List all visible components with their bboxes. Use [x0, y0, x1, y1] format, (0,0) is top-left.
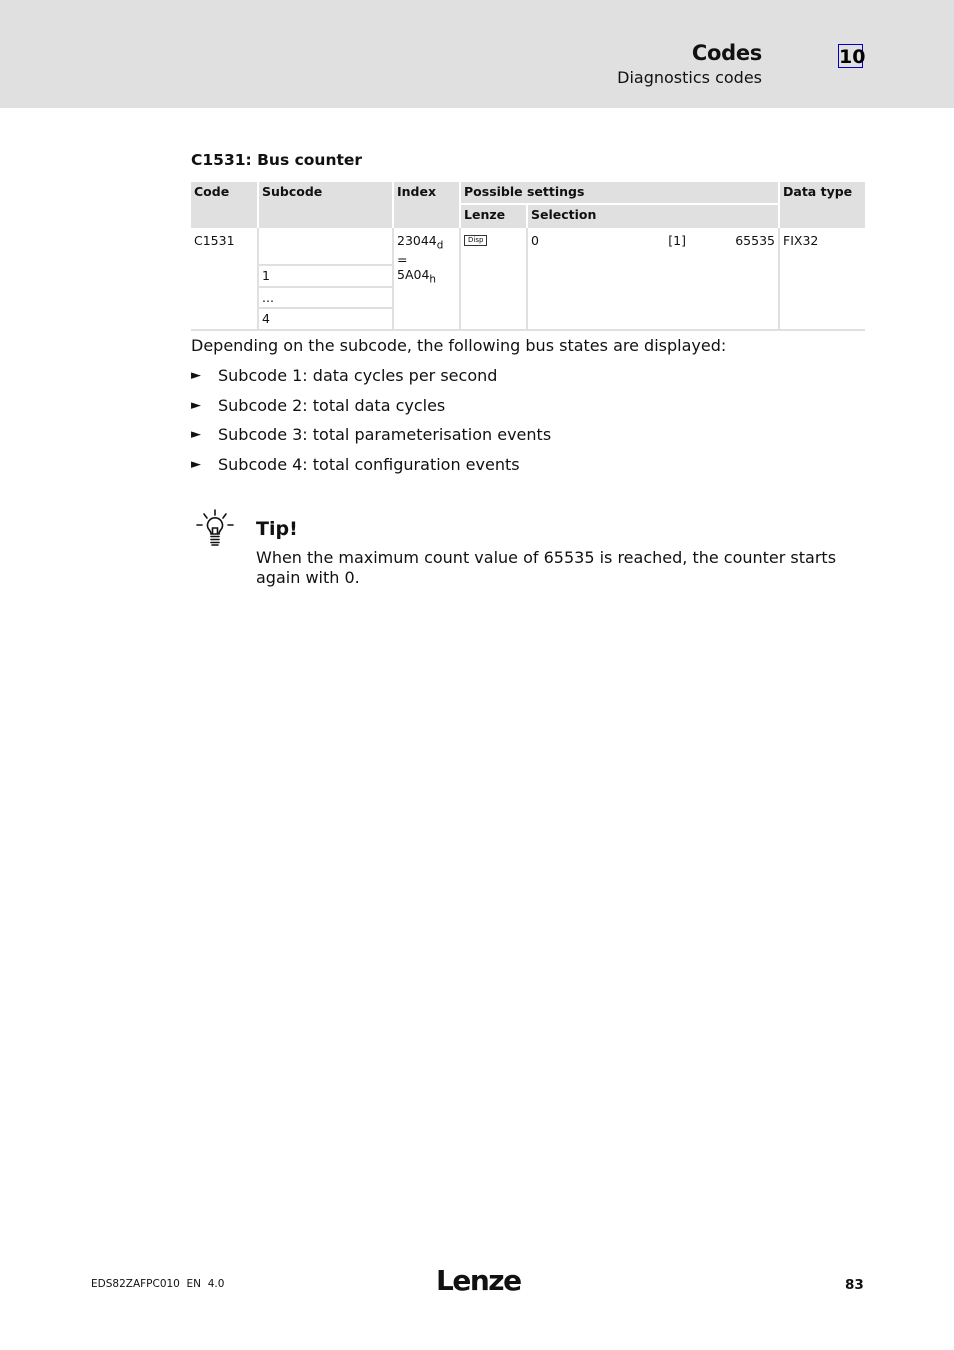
bullet-icon: ► [191, 397, 201, 413]
list-item [191, 366, 551, 396]
bullet-icon: ► [191, 427, 201, 443]
selection-step: [1] [668, 233, 686, 248]
cell-subcode: 1 [259, 266, 394, 288]
tip-title: Tip! [256, 518, 298, 540]
intro-text: Depending on the subcode, the following bus states are displayed: [191, 336, 727, 355]
bullet-icon: ► [191, 368, 201, 383]
selection-max: 65535 [735, 233, 775, 248]
list-item-text: Subcode 2: total data cycles [218, 395, 446, 415]
header-lenze: Lenze [461, 205, 528, 228]
header-index: Index [394, 182, 461, 228]
tip-text: When the maximum count value of 65535 is reached, the counter starts again with 0. [256, 548, 837, 587]
document-id: EDS82ZAFPC010 EN 4.0 [91, 1278, 225, 1290]
chapter-number-link[interactable]: 10 [839, 46, 866, 68]
lenze-logo: Lenze [436, 1264, 521, 1297]
list-item [191, 425, 551, 455]
index-hex-suffix: h [429, 273, 437, 285]
cell-code: C1531 [191, 228, 259, 331]
index-hex: 5A04 [397, 266, 430, 282]
header-selection: Selection [528, 205, 780, 228]
cell-data-type: FIX32 [780, 228, 865, 331]
cell-lenze [461, 228, 528, 331]
index-decimal-suffix: d [436, 239, 444, 252]
cell-subcode: 4 [259, 309, 394, 331]
display-icon: Disp [464, 235, 487, 246]
code-table [191, 182, 865, 331]
cell-subcode: ... [259, 288, 394, 309]
section-heading: C1531: Bus counter [191, 151, 363, 169]
lightbulb-icon [196, 508, 236, 548]
header-band [0, 0, 954, 108]
header-possible-settings: Possible settings [461, 182, 780, 205]
index-decimal: 23044 [397, 233, 437, 248]
list-item [191, 396, 551, 426]
table-row [191, 228, 865, 266]
index-equals: = [397, 251, 408, 267]
header-subcode: Subcode [259, 182, 394, 228]
bullet-icon: ► [191, 457, 201, 473]
page-number: 83 [845, 1277, 864, 1293]
list-item-text: Subcode 1: data cycles per second [218, 366, 498, 385]
bus-state-list [191, 366, 551, 485]
cell-index [394, 228, 461, 331]
list-item [191, 455, 551, 485]
selection-min: 0 [531, 233, 539, 248]
header-data-type: Data type [780, 182, 865, 228]
cell-selection [528, 228, 780, 331]
list-item-text: Subcode 3: total parameterisation events [218, 425, 552, 445]
chapter-subtitle: Diagnostics codes [617, 68, 762, 87]
header-code: Code [191, 182, 259, 228]
cell-subcode [259, 228, 394, 266]
chapter-title: Codes [691, 41, 762, 65]
list-item-text: Subcode 4: total configuration events [218, 455, 520, 475]
